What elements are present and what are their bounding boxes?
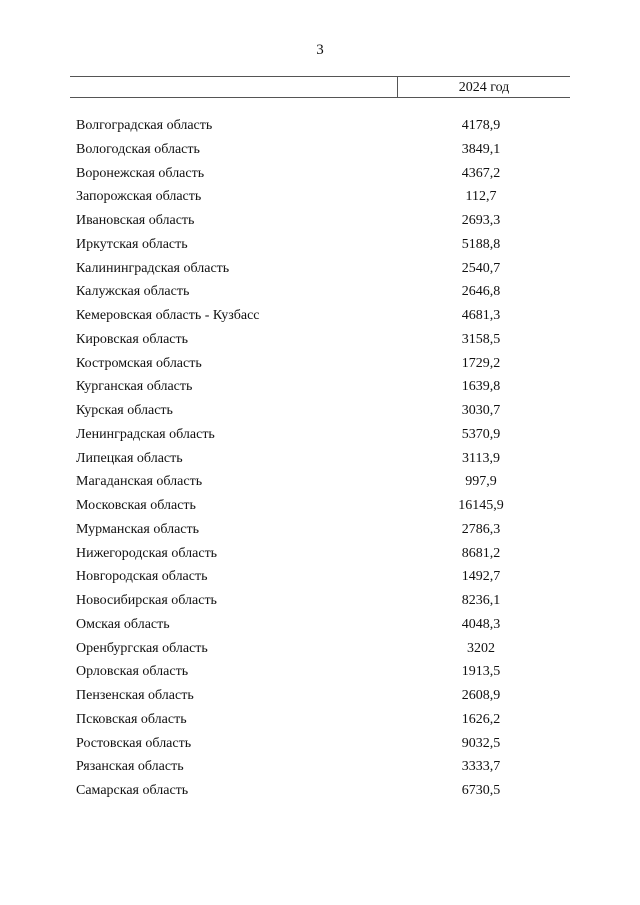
table-body xyxy=(76,114,556,803)
region-value: 2608,9 xyxy=(461,688,501,703)
region-value: 2646,8 xyxy=(461,284,501,300)
region-name: Вологодская область xyxy=(76,141,200,157)
region-name: Нижегородская область xyxy=(76,545,218,561)
table-row xyxy=(76,304,556,328)
table-row xyxy=(76,589,556,613)
region-name: Ленинградская область xyxy=(76,426,215,442)
region-value: 3113,9 xyxy=(462,450,500,466)
table-row xyxy=(76,447,556,471)
table-row xyxy=(76,328,556,352)
table-row xyxy=(76,708,556,732)
region-value: 3158,5 xyxy=(461,331,501,347)
region-name: Мурманская область xyxy=(76,521,200,537)
region-value: 1492,7 xyxy=(461,569,501,585)
region-value: 9032,5 xyxy=(461,735,501,751)
region-value: 1639,8 xyxy=(461,379,501,395)
table-row xyxy=(76,352,556,376)
region-name: Самарская область xyxy=(76,783,189,798)
region-name: Воронежская область xyxy=(76,165,205,181)
region-value: 3333,7 xyxy=(461,759,501,775)
table-row xyxy=(76,732,556,756)
table-row xyxy=(76,375,556,399)
region-value: 997,9 xyxy=(465,474,497,490)
region-value: 8681,2 xyxy=(461,545,501,561)
region-name: Новгородская область xyxy=(76,569,208,585)
table-row xyxy=(76,779,556,803)
table-row xyxy=(76,660,556,684)
table-row xyxy=(76,209,556,233)
region-value: 5188,8 xyxy=(461,236,501,252)
region-value: 1913,5 xyxy=(461,664,501,680)
region-name: Иркутская область xyxy=(76,236,188,252)
table-row xyxy=(76,470,556,494)
table-row xyxy=(76,637,556,661)
table-row xyxy=(76,518,556,542)
region-value: 8236,1 xyxy=(461,593,501,608)
region-value: 4178,9 xyxy=(461,118,501,133)
region-name: Орловская область xyxy=(76,664,189,680)
region-name: Калужская область xyxy=(76,284,190,300)
region-name: Псковская область xyxy=(76,711,187,727)
region-name: Омская область xyxy=(76,616,170,632)
region-name: Курская область xyxy=(76,403,173,418)
region-value: 4048,3 xyxy=(461,616,501,632)
region-name: Костромская область xyxy=(76,355,202,371)
region-value: 1729,2 xyxy=(461,355,501,371)
table-row xyxy=(76,280,556,304)
region-value: 3202 xyxy=(467,640,495,656)
region-value: 2786,3 xyxy=(461,521,501,537)
page-number: 3 xyxy=(316,42,324,58)
region-value: 4681,3 xyxy=(461,308,501,323)
table-row xyxy=(76,494,556,518)
table-row xyxy=(76,114,556,138)
region-name: Рязанская область xyxy=(76,759,184,775)
table-row xyxy=(76,542,556,566)
table-row xyxy=(76,138,556,162)
region-value: 2693,3 xyxy=(461,213,501,228)
table-row xyxy=(76,233,556,257)
region-value: 1626,2 xyxy=(461,711,501,727)
table-row xyxy=(76,257,556,281)
region-value: 2540,7 xyxy=(461,260,501,276)
table-row xyxy=(76,399,556,423)
region-name: Кемеровская область - Кузбасс xyxy=(76,308,260,323)
region-name: Московская область xyxy=(76,498,196,513)
region-name: Оренбургская область xyxy=(76,640,208,656)
region-name: Ивановская область xyxy=(76,213,195,228)
region-name: Калининградская область xyxy=(76,260,230,276)
region-value: 4367,2 xyxy=(461,165,501,181)
region-value: 6730,5 xyxy=(461,783,501,798)
region-name: Курганская область xyxy=(76,379,193,395)
header-year-label: 2024 год xyxy=(458,80,510,95)
table-row xyxy=(76,565,556,589)
region-name: Пензенская область xyxy=(76,688,194,703)
region-name: Запорожская область xyxy=(76,189,202,205)
table-row xyxy=(76,613,556,637)
table-row xyxy=(76,755,556,779)
region-value: 112,7 xyxy=(465,189,497,205)
region-name: Кировская область xyxy=(76,331,189,347)
table-row xyxy=(76,423,556,447)
table-header xyxy=(70,76,570,98)
region-value: 16145,9 xyxy=(458,498,504,513)
table-row xyxy=(76,185,556,209)
region-value: 5370,9 xyxy=(461,426,501,442)
region-name: Новосибирская область xyxy=(76,593,217,608)
region-value: 3030,7 xyxy=(461,403,501,418)
region-name: Ростовская область xyxy=(76,735,192,751)
region-name: Липецкая область xyxy=(76,450,183,466)
region-value: 3849,1 xyxy=(461,141,501,157)
region-name: Волгоградская область xyxy=(76,118,213,133)
table-row xyxy=(76,684,556,708)
region-name: Магаданская область xyxy=(76,474,203,490)
table-row xyxy=(76,162,556,186)
